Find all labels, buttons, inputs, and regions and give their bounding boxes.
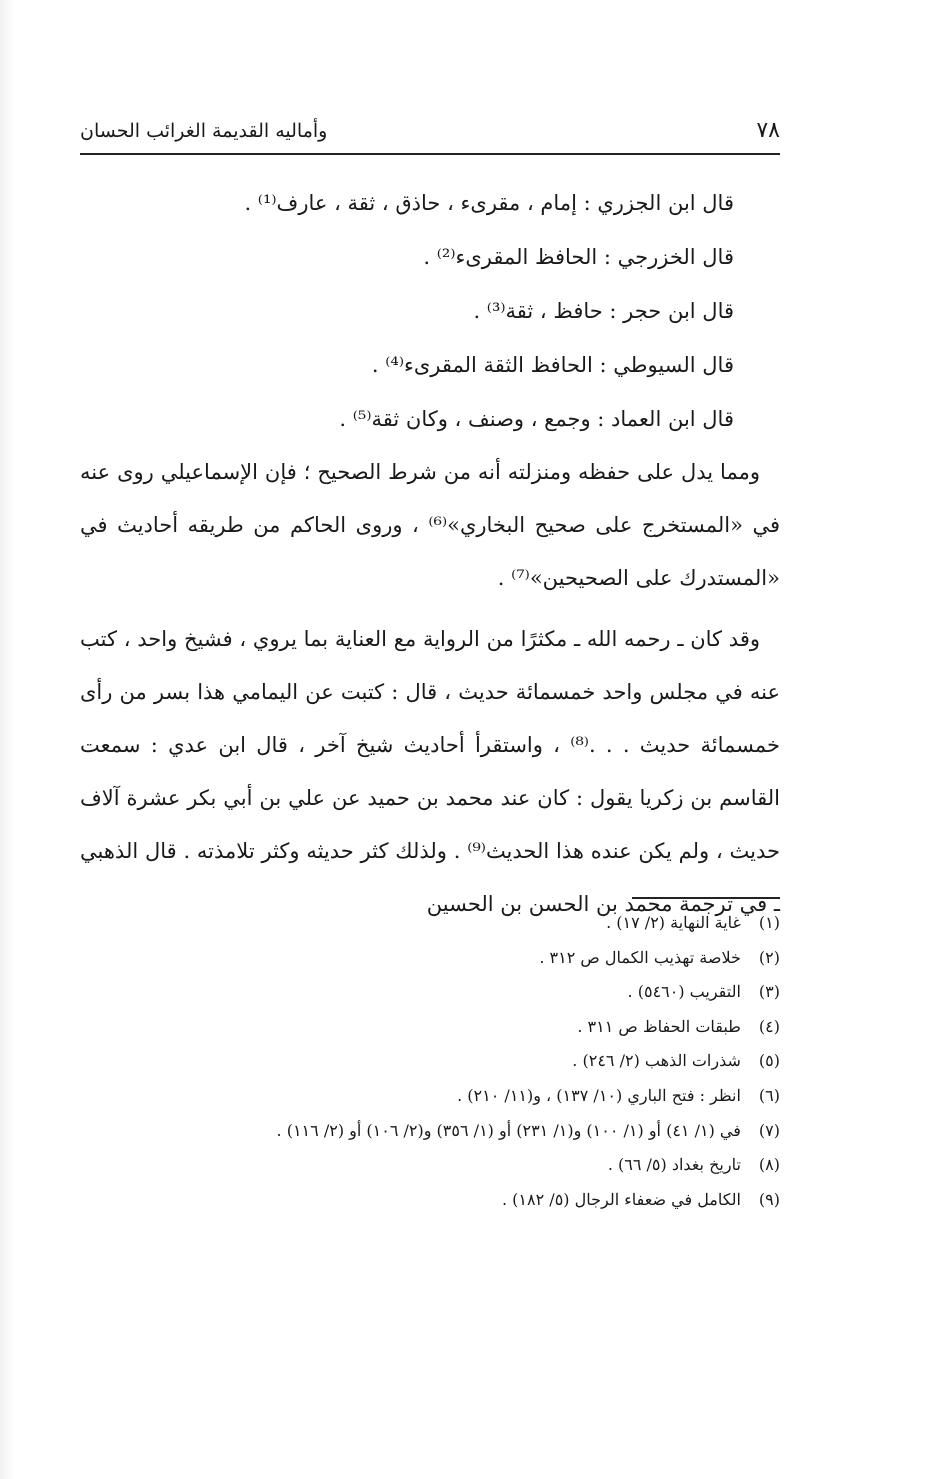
footnote-text: طبقات الحفاظ ص ٣١١ . (577, 1016, 741, 1036)
footnote-number: (٤) (758, 1016, 780, 1036)
footnote-text: التقريب (٥٤٦٠) . (627, 982, 741, 1002)
footnote-rule (632, 897, 780, 899)
footnote-text: الكامل في ضعفاء الرجال (٥/ ١٨٢) . (502, 1189, 741, 1209)
page-number: ٧٨ (756, 118, 780, 143)
footnote-text: انظر : فتح الباري (١٠/ ١٣٧) ، و(١١/ ٢١٠) . (457, 1085, 741, 1105)
footnote-item (80, 1183, 780, 1218)
quote-al-khazraji: قال الخزرجي : الحافظ المقرىء⁽²⁾ . (423, 245, 734, 269)
footnote-number: (٥) (758, 1051, 780, 1071)
footnote-item (80, 906, 780, 941)
footnote-number: (٨) (758, 1155, 780, 1175)
running-title: وأماليه القديمة الغرائب الحسان (80, 120, 328, 142)
footnote-text: في (١/ ٤١) أو (١/ ١٠٠) و(١/ ٢٣١) أو (١/ ٣٥٦) و(٢/ ١٠٦) أو (٢/ ١١٦) . (276, 1120, 741, 1140)
quote-ibn-hajar: قال ابن حجر : حافظ ، ثقة⁽³⁾ . (473, 299, 734, 323)
paragraph-narration: وقد كان ـ رحمه الله ـ مكثرًا من الرواية مع العناية بما يروي ، فشيخ واحد ، كتب عنه في مجلس واحد خمسمائة حديث ، قال : كتبت عن اليمامي هذا بسر من رأى خمسمائة حديث . . .⁽⁸⁾ ، واستقرأ أحاديث شيخ آخر ، قال ابن عدي : سمعت القاسم بن زكريا يقول : كان عند محمد بن حميد عن علي بن أبي بكر عشرة آلاف حديث ، ولم يكن عنده هذا الحديث⁽⁹⁾ . ولذلك كثر حديثه وكثر تلامذته . قال الذهبي ـ في ترجمة محمد بن الحسن بن الحسين (80, 627, 780, 916)
footnote-item (80, 1114, 780, 1149)
footnote-item (80, 1010, 780, 1045)
footnote-text: تاريخ بغداد (٥/ ٦٦) . (607, 1155, 741, 1175)
footnote-number: (٢) (758, 947, 780, 967)
footnote-number: (١) (758, 913, 780, 932)
footnote-number: (٦) (758, 1085, 780, 1105)
footnote-item (80, 941, 780, 976)
footnote-number: (٣) (758, 982, 780, 1002)
body-text (80, 176, 780, 931)
footnote-item (80, 1079, 780, 1114)
page-header (80, 118, 780, 152)
footnote-item (80, 1148, 780, 1183)
header-rule (80, 153, 780, 155)
footnote-number: (٩) (758, 1189, 780, 1209)
footnote-number: (٧) (758, 1120, 780, 1140)
paragraph-sahih-condition: ومما يدل على حفظه ومنزلته أنه من شرط الصحيح ؛ فإن الإسماعيلي روى عنه في «المستخرج على صحيح البخاري»⁽⁶⁾ ، وروى الحاكم من طريقه أحاديث في «المستدرك على الصحيحين»⁽⁷⁾ . (80, 460, 780, 590)
footnote-text: خلاصة تهذيب الكمال ص ٣١٢ . (539, 947, 741, 967)
quote-ibn-al-jazari: قال ابن الجزري : إمام ، مقرىء ، حاذق ، ثقة ، عارف⁽¹⁾ . (244, 191, 734, 215)
footnotes (80, 906, 780, 1217)
footnote-text: شذرات الذهب (٢/ ٢٤٦) . (572, 1051, 741, 1071)
footnote-item (80, 1044, 780, 1079)
page-fold-shadow (0, 0, 14, 1479)
quote-al-suyuti: قال السيوطي : الحافظ الثقة المقرىء⁽⁴⁾ . (371, 353, 734, 377)
footnote-text: غاية النهاية (٢/ ١٧) . (606, 913, 741, 932)
quote-ibn-al-imad: قال ابن العماد : وجمع ، وصنف ، وكان ثقة⁽⁵⁾ . (339, 407, 734, 431)
footnote-item (80, 975, 780, 1010)
